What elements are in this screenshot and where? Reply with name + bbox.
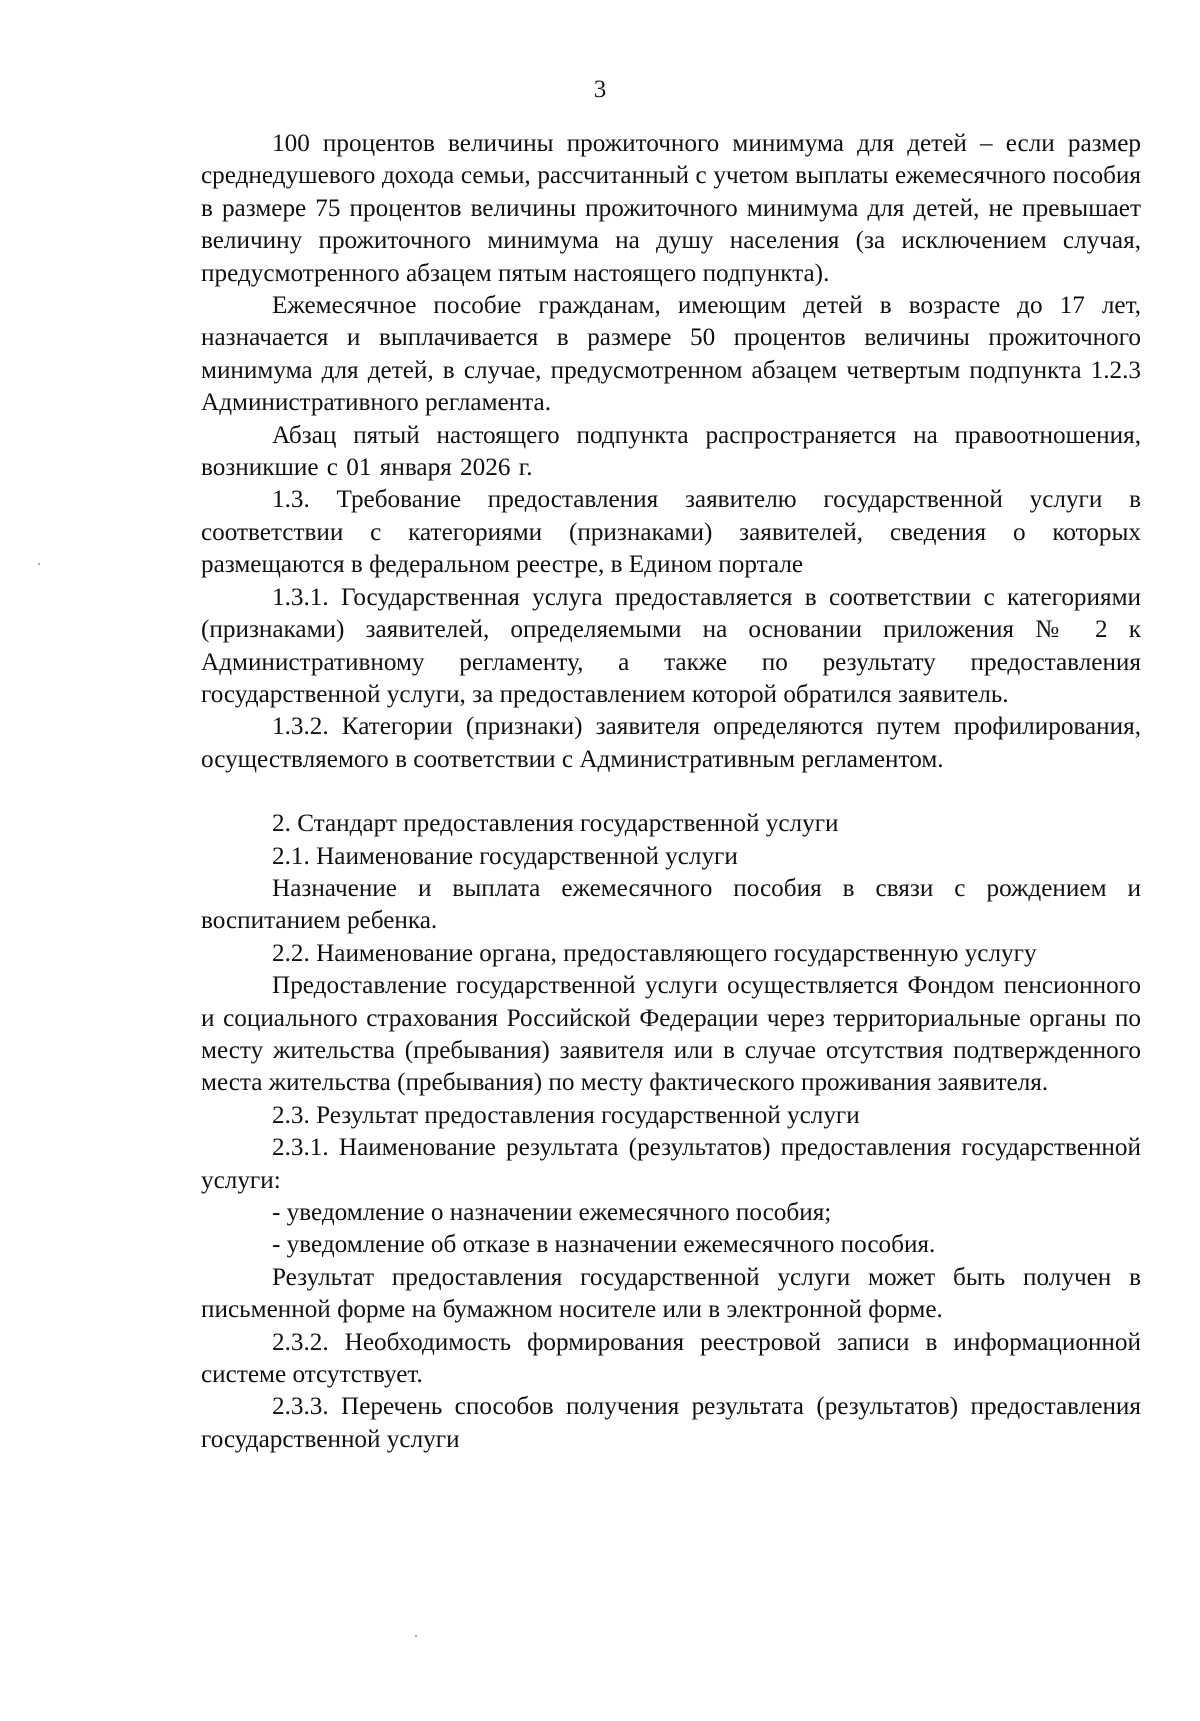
- paragraph-2-3-3: 2.3.3. Перечень способов получения результата (результатов) предоставления государственной услуги: [201, 1393, 1141, 1453]
- section-2-heading: 2. Стандарт предоставления государственной услуги: [272, 810, 839, 838]
- paragraph-2-1-body: Назначение и выплата ежемесячного пособия в связи с рождением и воспитанием ребенка.: [201, 874, 1141, 935]
- paragraph-1-3-2: 1.3.2. Категории (признаки) заявителя определяются путем профилирования, осуществляемого в соответствии с Административным регламентом.: [201, 713, 1141, 773]
- paragraph-1-3-1: 1.3.1. Государственная услуга предоставляется в соответствии с категориями (признаками) заявителей, определяемыми на основании приложения № 2 к Административному регламенту, а также по результату предоставления государственной услуги, за предоставлением которой обратился заявитель.: [201, 583, 1141, 708]
- scan-speck: [38, 563, 40, 565]
- list-item-notice-refused: - уведомление об отказе в назначении ежемесячного пособия.: [272, 1231, 936, 1259]
- scan-speck: [415, 1635, 417, 1637]
- paragraph-2-3-heading: 2.3. Результат предоставления государственной услуги: [272, 1101, 860, 1129]
- paragraph-result-form: Результат предоставления государственной услуги может быть получен в письменной форме на бумажном носителе или в электронной форме.: [201, 1263, 1141, 1324]
- paragraph-allowance-under-17: Ежемесячное пособие гражданам, имеющим детей в возрасте до 17 лет, назначается и выплачивается в размере 50 процентов величины прожиточного минимума для детей, в случае, предусмотренном абзацем четвертым подпункта 1.2.3 Административного регламента.: [201, 292, 1141, 417]
- paragraph-1-3-heading: 1.3. Требование предоставления заявителю государственной услуги в соответствии с категориями (признаками) заявителей, сведения о которых размещаются в федеральном реестре, в Едином портале: [201, 486, 1141, 579]
- paragraph-2-2-heading: 2.2. Наименование органа, предоставляющего государственную услугу: [272, 939, 1037, 967]
- list-item-notice-granted: - уведомление о назначении ежемесячного пособия;: [272, 1199, 832, 1226]
- paragraph-allowance-100-percent: 100 процентов величины прожиточного минимума для детей – если размер среднедушевого дохода семьи, рассчитанный с учетом выплаты ежемесячного пособия в размере 75 процентов величины прожиточного минимума для детей, не превышает величину прожиточного минимума на душу населения (за исключением случая, предусмотренного абзацем пятым настоящего подпункта).: [201, 130, 1141, 287]
- page-number: 3: [593, 76, 607, 103]
- paragraph-2-2-body: Предоставление государственной услуги осуществляется Фондом пенсионного и социального страхования Российской Федерации через территориальные органы по месту жительства (пребывания) заявителя или в случае отсутствия подтвержденного места жительства (пребывания) по месту фактического проживания заявителя.: [201, 972, 1141, 1097]
- paragraph-2-3-1: 2.3.1. Наименование результата (результатов) предоставления государственной услуги:: [201, 1134, 1141, 1194]
- paragraph-2-1-heading: 2.1. Наименование государственной услуги: [272, 842, 738, 870]
- paragraph-fifth-abzac-effective: Абзац пятый настоящего подпункта распространяется на правоотношения, возникшие с 01 января 2026 г.: [201, 421, 1141, 482]
- document-body: [201, 128, 1141, 1456]
- paragraph-2-3-2: 2.3.2. Необходимость формирования реестровой записи в информационной системе отсутствует.: [201, 1328, 1141, 1389]
